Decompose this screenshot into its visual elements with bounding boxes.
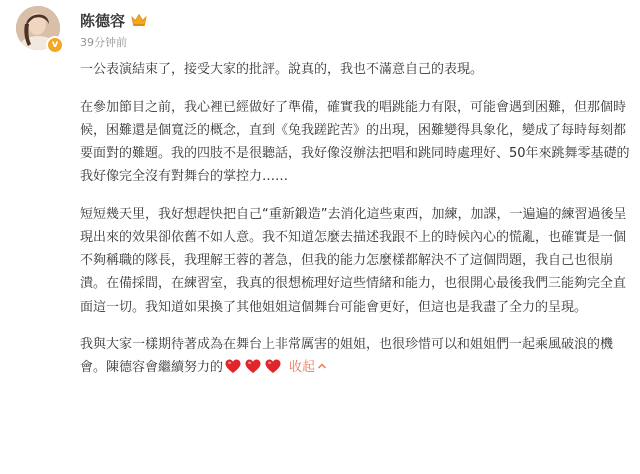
post-content	[80, 58, 632, 394]
heart-icon	[265, 359, 281, 374]
heart-icon	[245, 359, 261, 374]
post-paragraph-text: 我與大家一樣期待著成為在舞台上非常厲害的姐姐，也很珍惜可以和姐姐們一起乘風破浪的機會。陳德容會繼續努力的	[80, 337, 614, 376]
hearts-group	[225, 359, 285, 374]
crown-icon	[131, 13, 147, 27]
author-name[interactable]: 陈德容	[80, 11, 126, 30]
verified-badge-icon: v	[46, 36, 64, 54]
collapse-link[interactable]	[289, 360, 327, 375]
post-paragraph: 短短幾天里，我好想趕快把自己“重新鍛造”去消化這些東西，加練，加課，一遍遍的練習過後呈現出來的效果卻依舊不如人意。我不知道怎麼去描述我跟不上的時候內心的慌亂，也確實是一個不夠稱職的隊長，我理解王蓉的著急，但我的能力怎麼樣都解決不了這個問題，我自己也很崩潰。在備採間，在練習室，我真的很想梳理好這些情緒和能力，也很開心最後我們三能夠完全直面這一切。我知道如果換了其他姐姐這個舞台可能會更好，但這也是我盡了全力的呈現。	[80, 206, 627, 315]
post-time[interactable]: 39分钟前	[80, 36, 127, 49]
post-paragraph: 在參加節目之前，我心裡已經做好了準備，確實我的唱跳能力有限，可能會遇到困難，但那個時候，困難還是個寬泛的概念，直到《兔我蹉跎苦》的出現，困難變得具象化，變成了每時每刻都要面對的難題。我的四肢不是很聽話，我好像沒辦法把唱和跳同時處理好、50年來跳舞零基礎的我好像完全沒有對舞台的掌控力……	[80, 99, 630, 185]
post-paragraph-last	[80, 333, 632, 379]
collapse-label: 收起	[289, 360, 316, 376]
chevron-up-icon	[317, 361, 327, 371]
post-paragraph: 一公表演結束了，接受大家的批評。說真的，我也不滿意自己的表現。	[80, 62, 484, 77]
author-row	[80, 8, 147, 32]
heart-icon	[225, 359, 241, 374]
